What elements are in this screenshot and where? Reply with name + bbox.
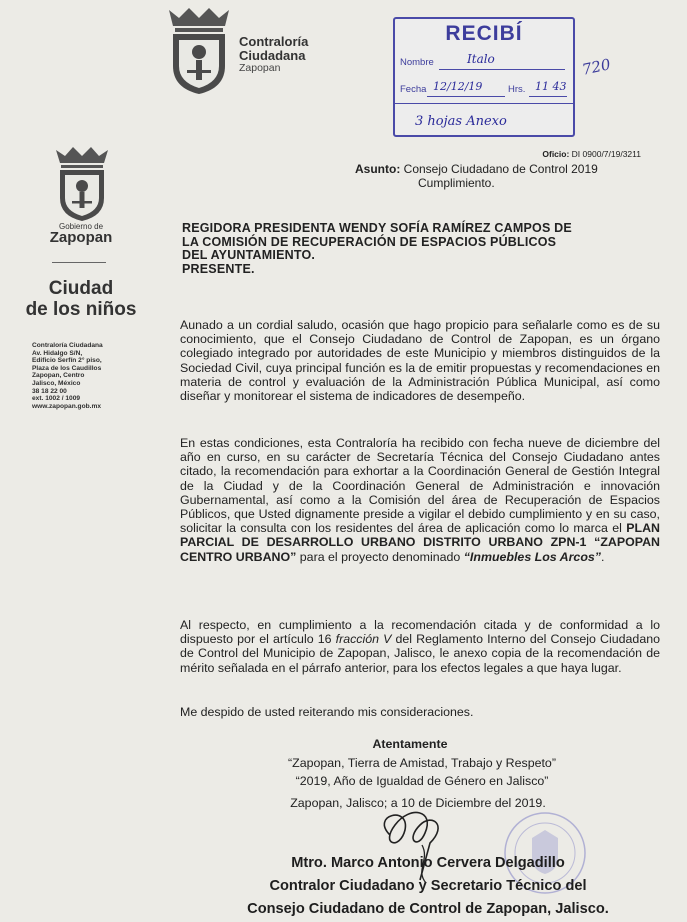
asunto-block	[355, 162, 655, 190]
p3-text: Al respecto, en cumplimiento a la recomendación citada y de conformidad a lo dispuesto por el artículo 16	[180, 618, 660, 647]
address-line: 38 18 22 00	[32, 387, 67, 395]
gobierno-zapopan-crest-icon	[52, 144, 112, 222]
address-line: ext. 1002 / 1009	[32, 395, 81, 403]
sidebar-address	[32, 342, 132, 410]
closing-motto-1: “Zapopan, Tierra de Amistad, Trabajo y Respeto”	[288, 756, 556, 770]
stamp-nombre-value: Italo	[467, 52, 495, 66]
body-paragraph-2	[180, 436, 660, 564]
closing-motto-2: “2019, Año de Igualdad de Género en Jalisco”	[295, 774, 549, 788]
stamp-fecha-line	[427, 96, 505, 97]
stamp-hrs-line	[529, 96, 567, 97]
stamp-note: 3 hojas Anexo	[415, 114, 507, 129]
address-line: Contraloría Ciudadana	[32, 342, 103, 349]
stamp-hrs-label: Hrs.	[508, 84, 526, 95]
gobierno-de-label: Gobierno de	[58, 222, 104, 231]
p3-text-cont: del Reglamento Interno del Consejo Ciudadano de Control del Municipio de Zapopan, Jalisco, le anexo copia de la recomendación de mérito señalada en el párrafo anterior, para los efectos legales a que haya lugar.	[180, 632, 660, 675]
oficio-reference	[330, 149, 641, 159]
handwritten-signature-icon	[360, 805, 480, 885]
stamp-hrs-value: 11 43	[535, 80, 567, 93]
body-paragraph-4: Me despido de usted reiterando mis consideraciones.	[180, 705, 474, 719]
signer-title-2: Consejo Ciudadano de Control de Zapopan, Jalisco.	[247, 901, 609, 917]
asunto-line1: Consejo Ciudadano de Control 2019	[403, 162, 598, 176]
address-line: Jalisco, México	[32, 379, 81, 387]
letterhead-line1: Contraloría	[239, 34, 309, 49]
stamp-fecha-label: Fecha	[400, 84, 427, 95]
p2-text-cont: para el proyecto denominado	[296, 549, 464, 564]
p3-fraccion: fracción V	[335, 632, 392, 647]
address-line: Zapopan, Centro	[32, 372, 85, 380]
stamp-nombre-label: Nombre	[400, 57, 434, 68]
stamp-fecha-value: 12/12/19	[433, 80, 483, 93]
p2-plan-name: PLAN PARCIAL DE DESARROLLO URBANO DISTRITO URBANO ZPN-1 “ZAPOPAN CENTRO URBANO”	[180, 521, 660, 564]
closing-atentamente: Atentamente	[372, 737, 448, 751]
address-line: Edificio Serfín 2° piso,	[32, 357, 102, 365]
letterhead-line3: Zapopan	[239, 62, 281, 74]
zapopan-crest-icon	[163, 4, 235, 96]
sidebar-divider	[52, 262, 106, 263]
received-stamp	[393, 17, 575, 137]
oficio-label: Oficio:	[542, 149, 570, 159]
p2-end: .	[600, 549, 605, 564]
body-paragraph-3	[180, 618, 660, 675]
addressee-line: LA COMISIÓN DE RECUPERACIÓN DE ESPACIOS PÚBLICOS	[182, 234, 557, 249]
letterhead-line2: Ciudadana	[239, 48, 306, 63]
ciudad-label: Ciudad	[48, 278, 114, 299]
p2-text: En estas condiciones, esta Contraloría ha recibido con fecha nueve de diciembre del año en curso, en su carácter de Secretaría Técnica del Consejo Ciudadano antes citado, la recomendación para exhortar a la Coordinación General de Gestión Integral de la Ciudad y de la Coordinación General de Administración e innovación Gubernamental, así como a la Comisión del área de Recuperación de Espacios Públicos, que Usted dignamente preside a vigilar el debido cumplimiento y en su caso, solicitar la consulta con los residentes del área de aplicación como lo marca el	[180, 436, 660, 536]
addressee-line: REGIDORA PRESIDENTA WENDY SOFÍA RAMÍREZ CAMPOS DE	[182, 221, 572, 235]
address-website: www.zapopan.gob.mx	[32, 402, 101, 410]
stamp-nombre-line	[439, 69, 565, 70]
addressee-line: PRESENTE.	[182, 261, 255, 276]
address-line: Plaza de los Caudillos	[32, 364, 102, 372]
asunto-line2: Cumplimiento.	[418, 176, 495, 190]
handwritten-side-note: 720	[580, 55, 613, 79]
p2-project-name: “Inmuebles Los Arcos”	[463, 549, 601, 564]
body-paragraph-1: Aunado a un cordial saludo, ocasión que hago propicio para señalarle como es de su conocimiento, que el Consejo Ciudadano de Control de Zapopan, es un órgano colegiado integrado por autoridades de este Municipio y miembros distinguidos de la Sociedad Civil, cuya principal función es la de emitir propuestas y recomendaciones en materia de control y evaluación de la Administración Pública Municipal, así como diseñar y monitorear el sistema de indicadores de desempeño.	[180, 318, 660, 404]
signer-name: Mtro. Marco Antonio Cervera Delgadillo	[291, 855, 565, 871]
letterhead-logo	[163, 4, 313, 99]
stamp-title: RECIBÍ	[445, 22, 523, 45]
closing-place-date: Zapopan, Jalisco; a 10 de Diciembre del 2019.	[290, 796, 546, 810]
signer-title-1: Contralor Ciudadano y Secretario Técnico del	[269, 878, 587, 894]
addressee-line: DEL AYUNTAMIENTO.	[182, 248, 316, 262]
asunto-label: Asunto:	[355, 162, 401, 176]
de-los-ninos-label: de los niños	[25, 299, 137, 320]
stamp-divider	[395, 103, 573, 104]
oficio-value: DI 0900/7/19/3211	[571, 149, 641, 159]
address-line: Av. Hidalgo S/N,	[32, 349, 83, 357]
zapopan-label: Zapopan	[49, 229, 113, 246]
addressee-block	[182, 222, 622, 276]
